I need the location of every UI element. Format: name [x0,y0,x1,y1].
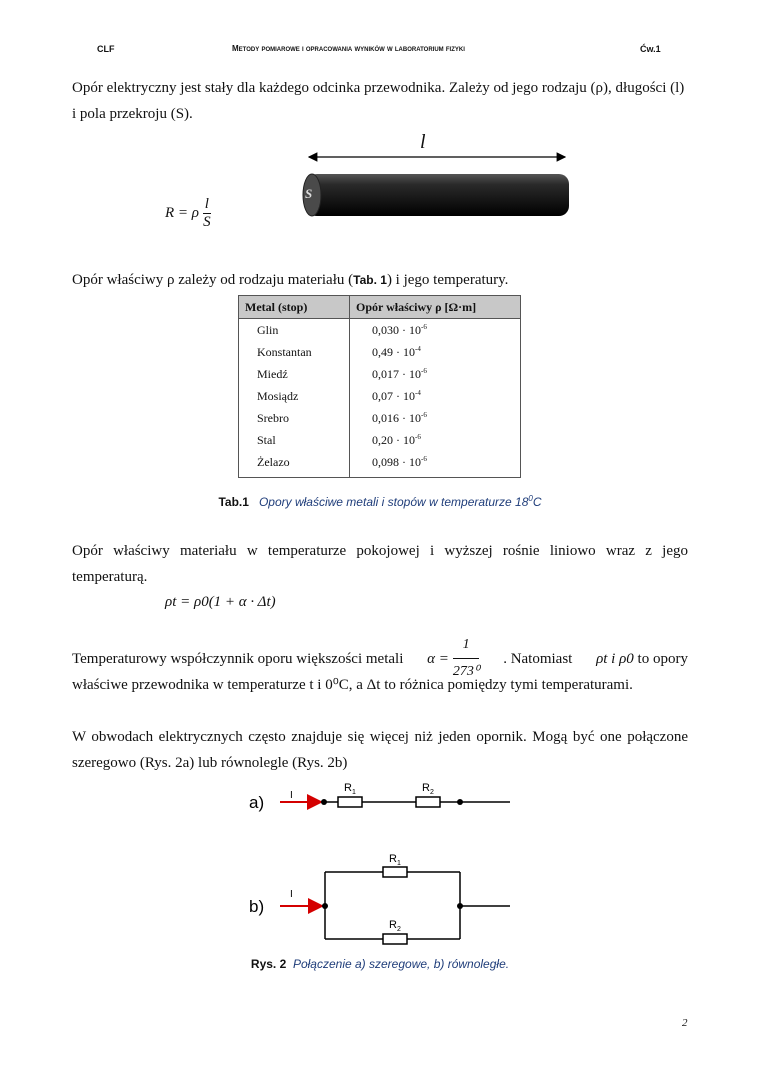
resistivity-cell: $0,20 \cdot 10^{-6}$ [372,432,421,447]
metal-cell: Stal [239,429,350,451]
table-row [239,385,520,407]
resistivity-cell: $0,098 \cdot 10^{-6}$ [372,454,427,469]
circuit-a-label: a) [249,793,265,812]
resistivity-cell: $0,017 \cdot 10^{-6}$ [372,366,427,381]
table-header-resistivity: Opór właściwy ρ [Ω·m] [350,296,521,319]
header-title: Metody pomiarowe i opracowania wyników w laboratorium fizyki [232,44,465,53]
header-right: Ćw.1 [640,44,661,54]
page-number: 2 [682,1017,688,1029]
figure-caption-text: Połączenie a) szeregowe, b) równoległe. [292,957,510,971]
length-label: l [420,131,426,153]
resistivity-paragraph: Opór właściwy ρ zależy od rodzaju materiału (Tab. 1) i jego temperatury. [72,272,509,288]
header-left: CLF [97,44,115,54]
resistance-formula [165,196,211,231]
metal-cell: Żelazo [239,451,350,477]
circuit-a-node-right [457,799,463,805]
table-caption-text: Opory właściwe metali i stopów w temperaturze $18^0C$ [258,494,542,509]
conductor-figure [295,130,580,225]
linear-growth-line2: temperaturą. [72,569,148,585]
resistivity-cell: $0,016 \cdot 10^{-6}$ [372,410,427,425]
circuit-b-r1 [383,867,407,877]
table-row [239,341,520,363]
circuit-b-r1-label: $R_1$ [389,853,401,867]
circuit-b-current: I [290,889,293,900]
circuit-b-node-left [322,903,328,909]
formula-lhs: R = ρ [165,204,199,221]
table-ref[interactable]: Tab. 1 [353,273,387,287]
table-row [239,319,520,342]
metal-cell: Srebro [239,407,350,429]
formula-numerator: l [204,196,209,212]
circuit-a-r1-label: $R_1$ [344,782,356,796]
coefficient-line2: właściwe przewodnika w temperaturze t i 0⁰C, a Δt to różnica pomiędzy tymi temperaturami. [72,677,633,693]
circuit-a-r1 [338,797,362,807]
metal-cell: Konstantan [239,341,350,363]
table-header-metal: Metal (stop) [239,296,350,319]
intro-paragraph: Opór elektryczny jest stały dla każdego odcinka przewodnika. Zależy od jego rodzaju (ρ), długości (l) i pola przekroju (S). [72,80,685,122]
circuit-b-r2 [383,934,407,944]
resistivity-cell: $0,030 \cdot 10^{-6}$ [372,322,427,337]
resistivity-table [238,295,521,478]
section-label: S [305,186,313,201]
formula-denominator: S [203,214,211,230]
resistivity-cell: $0,07 \cdot 10^{-4}$ [372,388,421,403]
conductor-body [307,174,569,216]
metal-cell: Miedź [239,363,350,385]
resistivity-cell: $0,49 \cdot 10^{-4}$ [372,344,421,359]
table-row [239,407,520,429]
circuit-a-r2 [416,797,440,807]
circuits-line1: W obwodach elektrycznych często znajduje się więcej niż jeden opornik. Mogą być one połączone [72,729,688,745]
circuit-b-r2-label: $R_2$ [389,919,401,933]
circuit-b-label: b) [249,897,265,916]
circuit-a-r2-label: $R_2$ [422,782,434,796]
circuit-a-current: I [290,790,293,801]
figure-caption [0,957,760,971]
temperature-formula: ρt = ρ0(1 + α · Δt) [165,594,276,610]
coefficient-line1: Temperaturowy współczynnik oporu większości metali α = $\frac{1}{\text{273⁰}}$ . Natomiast ρt i ρ0 to opory [72,632,688,685]
circuit-b-node-right [457,903,463,909]
linear-growth-line1: Opór właściwy materiału w temperaturze pokojowej i wyższej rośnie liniowo wraz z jego [72,543,688,559]
metal-cell: Mosiądz [239,385,350,407]
alpha-numerator: 1 [453,632,480,659]
circuit-a-node-left [321,799,327,805]
figure-caption-label: Rys. 2 [250,957,287,971]
table-caption-label: Tab.1 [218,495,249,509]
metal-cell: Glin [239,319,350,342]
alpha-denominator: 273⁰ [452,664,480,679]
table-caption [0,494,760,509]
table-row [239,451,520,477]
table-row [239,363,520,385]
table-row [239,429,520,451]
circuit-diagram [240,775,530,950]
circuits-line2: szeregowo (Rys. 2a) lub równolegle (Rys. 2b) [72,755,348,771]
